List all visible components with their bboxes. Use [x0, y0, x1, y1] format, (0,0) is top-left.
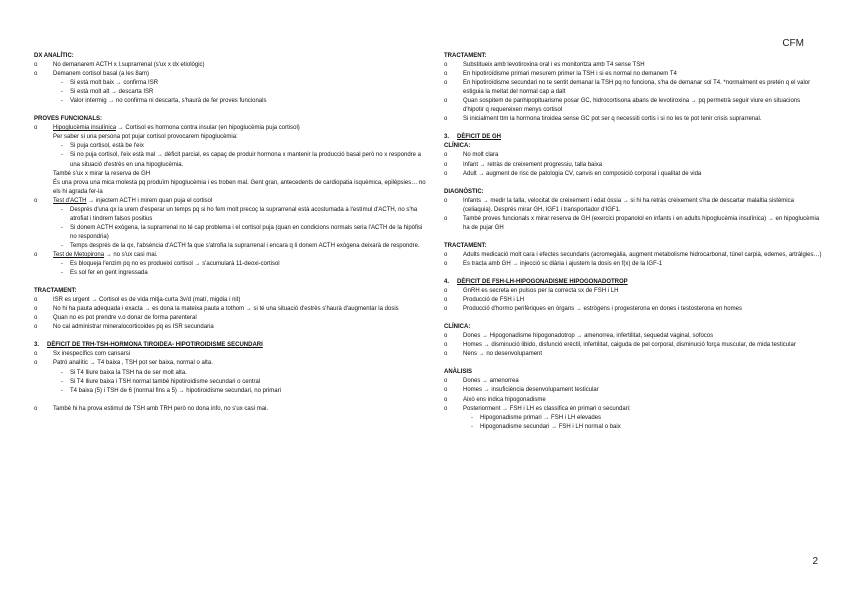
sub-list-item: - Si T4 lliure baixa la TSH ha de ser molt alta. — [34, 369, 426, 378]
sub-list-item: - Si puja cortisol, està be l'eix — [34, 142, 426, 151]
clinica-heading: CLÍNICA: — [444, 143, 471, 150]
list-item: o Infants → medir la talla, velocitat de creixement i edat òssia → si hi ha retràs creixement s'ha de descartar malaltia sistèmica (celiaquia). Després mirar GH, IGF1 i transportador d'IGF1. — [444, 197, 822, 215]
list-item: o Homes → disminució libido, disfunció erèctil, infertilitat, caiguda de pel corporal, disminució força muscular, de mida testicular — [444, 341, 822, 350]
hipoglucemia-label: Hipoglucèmia insulínica — [53, 125, 117, 132]
list-item: o Homes → insuficiència desenvolupament testicular — [444, 386, 822, 395]
section-number: 4. — [444, 278, 450, 285]
test-acth-text: → injectem ACTH i mirem quan puja el cortisol — [86, 197, 213, 204]
section-3-gh-heading — [444, 133, 822, 142]
list-item: o Sx inespecífics com cansarsi — [34, 350, 426, 359]
list-item: o No hi ha pauta adequada i exacta → es dona la mateixa pauta a tothom → si té una situació d'estrès s'haurà d'augmentar la dosis — [34, 305, 426, 314]
right-column — [444, 52, 822, 432]
sub-list-item: - Després d'una qx la urem d'esperar un temps pq si ho fem molt precoç la suprarrenal està acostumada a l'estímul d'ACTH, no s'ha atrofiat i tindrem falsos positius — [34, 206, 426, 224]
section-3-heading — [34, 341, 426, 350]
paragraph: Per saber si una persona pot pujar cortisol provocarem hipoglucèmia: — [53, 134, 238, 141]
sub-list-item: - Si està molt alt → descarta ISR — [34, 88, 426, 97]
section-number: 3. — [34, 342, 40, 349]
list-item: o Producció de FSH i LH — [444, 296, 822, 305]
section-4-heading — [444, 278, 822, 287]
analisis-heading: ANÀLISIS — [444, 369, 473, 376]
list-item: o En hipotiroïdisme primari mesurem primer la TSH i si es normal no demanem T4 — [444, 70, 822, 79]
list-item: o Això ens indica hipogonadisme — [444, 396, 822, 405]
list-item-hipoglucemia — [34, 124, 426, 133]
list-item: o Demanem cortisol basal (a les 8am) — [34, 70, 426, 79]
test-metopirona-text: → no s'ux casi mai. — [104, 251, 158, 258]
list-item: o No molt clara — [444, 151, 822, 160]
list-item: o No demanarem ACTH x I.suprarrenal (s'ux x dx etiològic) — [34, 61, 426, 70]
list-item: o Quan sospitem de panhipopituarisme posar GC, hidrocortisona abans de levotiroxina → pq permetrà seguir viure en situacions d'hipotir q requereixen menys cortisol — [444, 97, 822, 115]
paragraph: És una prova una mica molesta pq produïm hipoglucèmia i es troben mal. Gent gran, antecedents de cardiopatia isquèmica, epilèpsies… no els hi agrada fer-la — [53, 179, 426, 195]
list-item: o Dones → Hipogonadisme hipogonadotrop → amenorrea, infertilitat, sequedat vaginal, sofocos — [444, 332, 822, 341]
hipoglucemia-text: → Cortisol es hormona contra insular (en hipoglucèmia puja cortisol) — [116, 125, 300, 132]
list-item: o ISR es urgent → Cortisol es de vida mitja-curta 3v/d (matí, migdia i nit) — [34, 296, 426, 305]
tractament-heading: TRACTAMENT: — [444, 53, 487, 59]
clinica-heading: CLÍNICA: — [444, 324, 471, 331]
paragraph: També s'ux x mirar la reserva de GH — [53, 170, 151, 177]
section-title: DÈFICIT DE GH — [457, 134, 502, 141]
test-metopirona-label: Test de Metopirona — [53, 251, 105, 258]
sub-list-item: - Si no puja cortisol, l'eix està mal → dèficit parcial, es capaç de produir hormona x mantenir la producció basal però no x respondre a una situació d'estrès en una hipoglucèmia. — [34, 151, 426, 169]
tractament-heading: TRACTAMENT: — [34, 288, 77, 295]
list-item: o Patró analític → T4 baixa , TSH pot ser baixa, normal o alta. — [34, 359, 426, 368]
list-item: o Adult → augment de risc de patologia CV, canvis en composició corporal i qualitat de vida — [444, 170, 822, 179]
list-item: o Es tracta amb GH → injecció sc diària i ajustem la dosis en f(x) de la IGF-1 — [444, 260, 822, 269]
list-item: o Nens → no desenvolupament — [444, 350, 822, 359]
sub-list-item: - Temps després de la qx, l'absència d'ACTH fa que s'atrofia la suprarrenal i encara q li donem ACTH exògena deixarà de respondre. — [34, 242, 426, 251]
list-item: o Si inicialment ttm la hormona tiroidea sense GC pot ser q necessiti cortis i si no les te pot tenir crisis suprarrenal. — [444, 115, 822, 124]
diagnostic-heading: DIAGNÒSTIC: — [444, 188, 484, 195]
section-number: 3. — [444, 134, 450, 141]
sub-list-item: - Es bloqueja l'enzim pq no es produeixi cortisol → s'acumularà 11-deoxi-cortisol — [34, 260, 426, 269]
page-header-tag: CFM — [782, 38, 804, 49]
section-title: DÈFICIT DE TRH-TSH-HORMONA TIROIDEA- HIPOTIROIDISME SECUNDARI — [47, 342, 263, 349]
test-acth-label: Test d'ACTH — [53, 197, 87, 204]
list-item: o Quan no es pot prendre v.o donar de forma parenteral — [34, 314, 426, 323]
sub-list-item: - Si està molt baix → confirma ISR — [34, 79, 426, 88]
sub-list-item: - Si T4 lliure baixa i TSH normal també hipotiroidisme secundari o central — [34, 378, 426, 387]
list-item: o Producció d'hormo perifèriques en òrgans → estrògens i progesterona en dones i testosterona en homes — [444, 305, 822, 314]
sub-list-item: - Hipogonadisme secundari → FSH i LH normal o baix — [444, 423, 822, 432]
dx-analitic-heading: DX ANALÍTIC: — [34, 53, 74, 59]
list-item: o No cal administrar mineralocorticoides pq es ISR secundaria — [34, 323, 426, 332]
sub-list-item: - Hipogonadisme primari → FSH i LH elevades — [444, 414, 822, 423]
left-column — [34, 52, 426, 414]
list-item: o En hipotiroïdisme secundari no te sentit demanar la TSH pq no funciona, s'ha de demanar sol T4. *normalment es pretén q el valor estiguia la meitat del normal cap a dalt — [444, 79, 822, 97]
sub-list-item: - Si donem ACTH exògena, la suprarrenal no té cap problema i el cortisol puja (quan en condicions normals seria l'ACTH de la hipòfisi no respondria) — [34, 224, 426, 242]
list-item: o També hi ha prova estimul de TSH amb TRH però no dona info, no s'ux casi mai. — [34, 405, 426, 414]
tractament-gh-heading: TRACTAMENT: — [444, 242, 487, 249]
proves-funcionals-heading: PROVES FUNCIONALS: — [34, 116, 103, 123]
section-title: DÈFICIT DE FSH-LH-HIPOGONADISME HIPOGONADOTROP — [457, 278, 628, 285]
list-item: o També proves funcionals x mirar reserva de GH (exercici propanolol en infants i en adults hipoglucèmia insulínica) → en hipoglucèmia ha de pujar GH — [444, 215, 822, 233]
list-item: o Infant → retràs de creixement progressiu, talla baixa — [444, 161, 822, 170]
list-item: o Posteriorment → FSH i LH es classifica en primari o secundari: — [444, 405, 822, 414]
list-item: o Adults medicació molt cara i efectes secundaris (acromegàlia, augment metabolisme hidrocarbonat, túnel carpià, edemes, artràlgies…) — [444, 251, 822, 260]
sub-list-item: - Valor intermig → no confirma ni descarta, s'haurà de fer proves funcionals — [34, 97, 426, 106]
list-item: o Substitueix amb levotiroxina oral i es monitoritza amb T4 sense TSH — [444, 61, 822, 70]
list-item: o Dones → amenorrea — [444, 377, 822, 386]
list-item-test-acth — [34, 197, 426, 206]
list-item: o GnRH es secreta en pulsos per la correcta sx de FSH i LH — [444, 287, 822, 296]
sub-list-item: - Es sol fer en gent ingressada — [34, 269, 426, 278]
sub-list-item: - T4 baixa (5) i TSH de 6 (normal fins a 5) → hipotiroidisme secundari, no primari — [34, 387, 426, 396]
page-number: 2 — [812, 556, 818, 567]
list-item-test-metopirona — [34, 251, 426, 260]
